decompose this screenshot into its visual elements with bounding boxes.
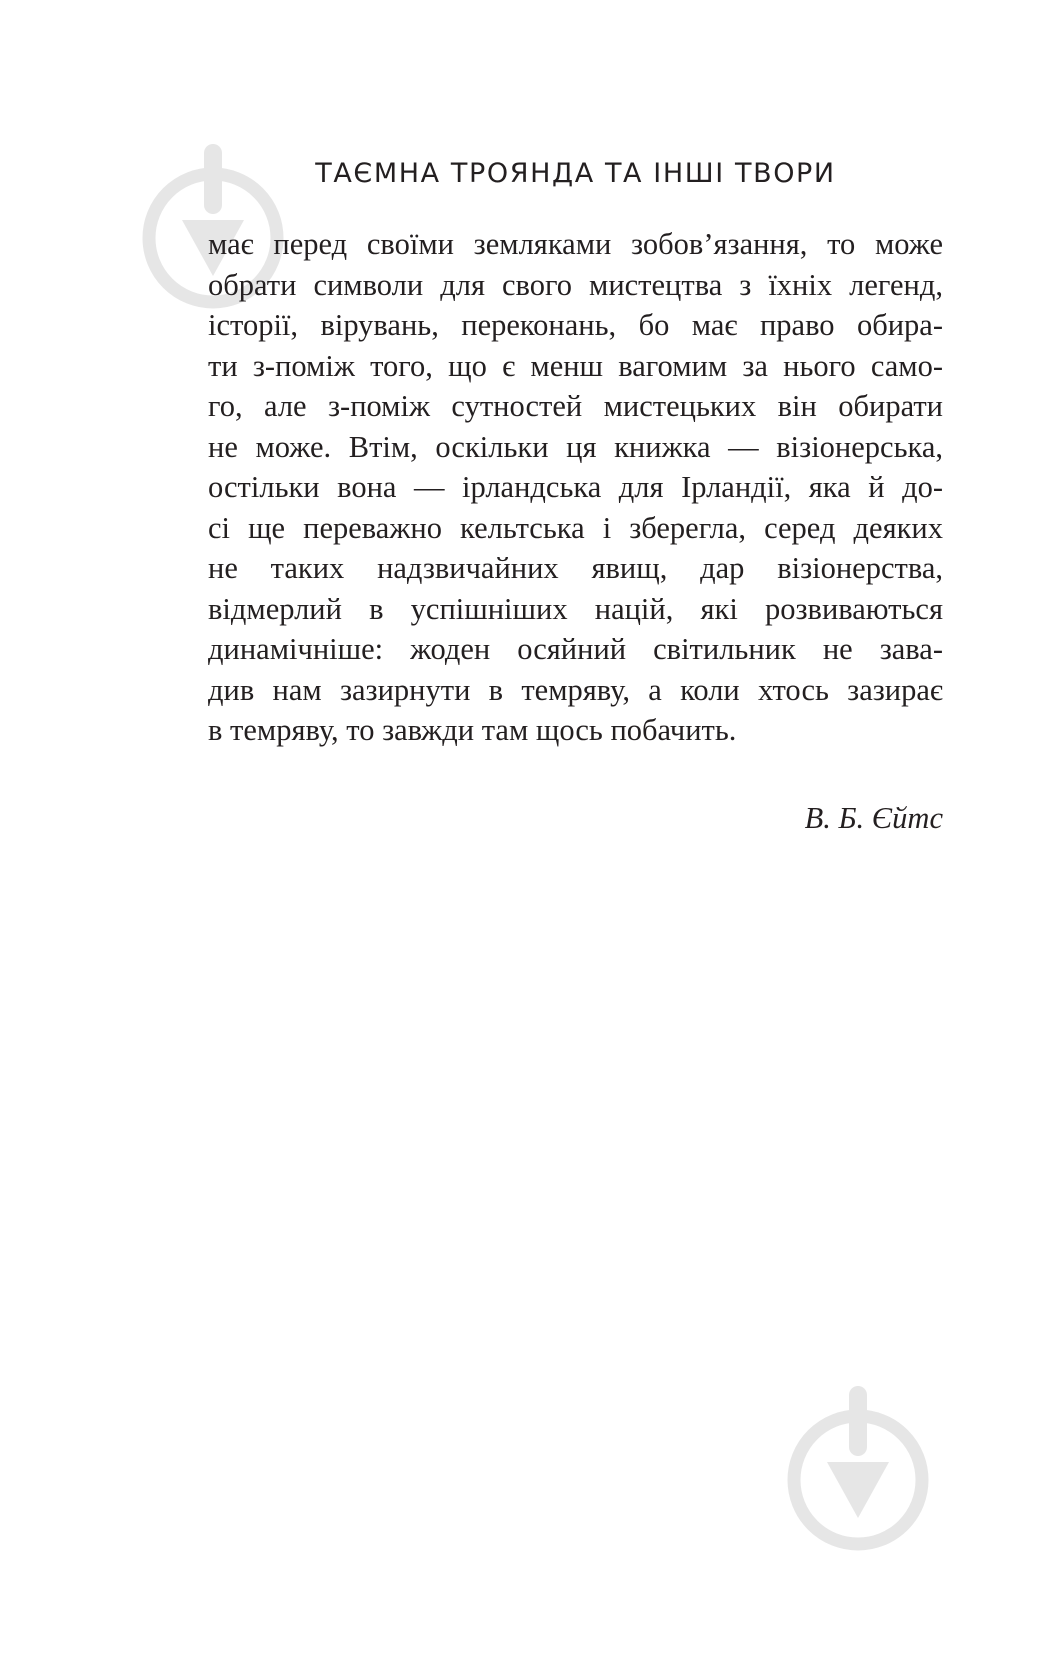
watermark-logo-icon (783, 1380, 933, 1555)
text-line: див нам зазирнути в темряву, а коли хтось зазирає (208, 672, 943, 707)
text-line: остільки вона — ірландська для Ірландії, яка й до- (208, 470, 943, 504)
text-line: ти з-поміж того, що є менш вагомим за нього само- (208, 348, 943, 383)
text-line: го, але з-поміж сутностей мистецьких він обирати (208, 389, 943, 423)
text-line: має перед своїми земляками зобов’язання, то може (208, 227, 943, 261)
body-paragraph (208, 224, 943, 751)
text-line: не може. Втім, оскільки ця книжка — візіонерська, (208, 429, 943, 464)
text-line: відмерлий в успішніших націй, які розвиваються (208, 591, 943, 626)
text-line: сі ще переважно кельтська і зберегла, серед деяких (208, 510, 943, 545)
text-line: не таких надзвичайних явищ, дар візіонерства, (208, 551, 943, 585)
text-line: історії, вірувань, переконань, бо має право обира- (208, 308, 943, 342)
text-line: обрати символи для свого мистецтва з їхніх легенд, (208, 267, 943, 302)
text-line-last: в темряву, то завжди там щось побачить. (208, 713, 737, 747)
text-line: динамічніше: жоден осяйний світильник не зава- (208, 632, 943, 666)
author-signature: В. Б. Єйтс (804, 801, 943, 835)
running-header-title: ТАЄМНА ТРОЯНДА ТА ІНШІ ТВОРИ (315, 158, 836, 189)
